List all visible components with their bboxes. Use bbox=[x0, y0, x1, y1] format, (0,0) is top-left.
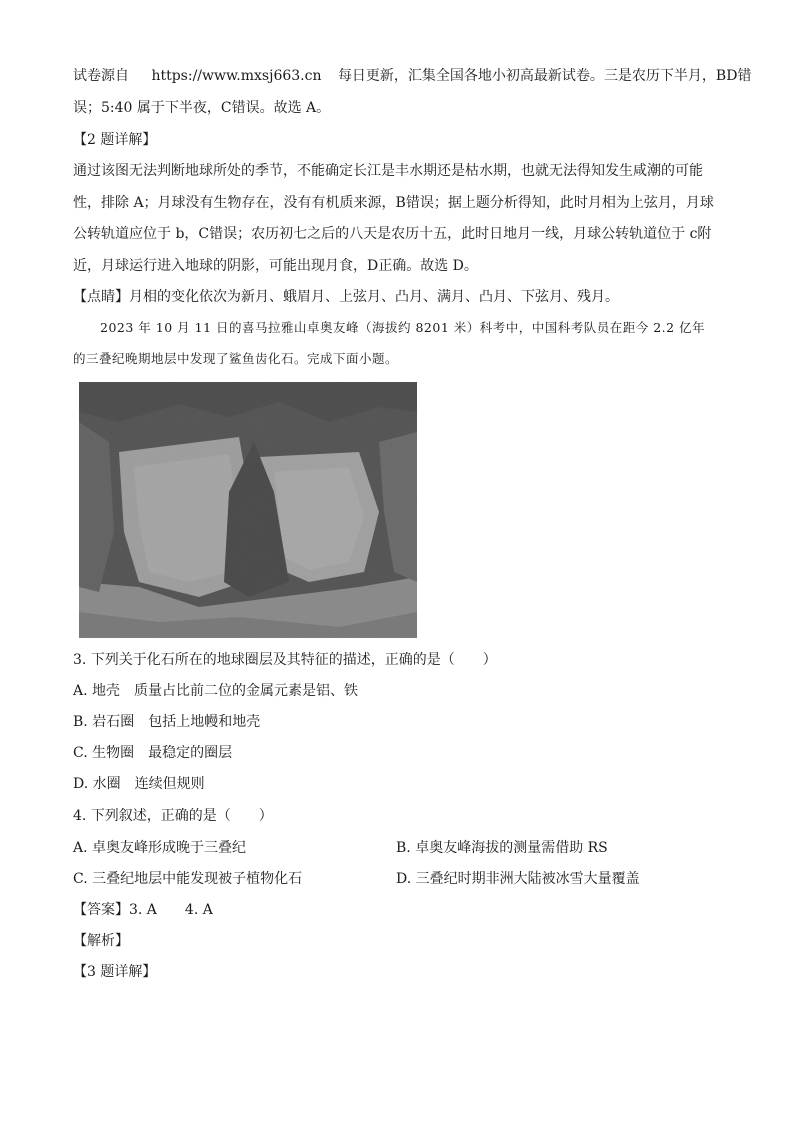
q4-option-c: C. 三叠纪地层中能发现被子植物化石 bbox=[73, 871, 303, 887]
intro-line-2: 误；5:40 属于下半夜，C错误。故选 A。 bbox=[73, 100, 331, 116]
analysis-label: 【解析】 bbox=[73, 933, 129, 949]
q3-option-c: C. 生物圈 最稳定的圈层 bbox=[73, 745, 233, 761]
q3-option-d: D. 水圈 连续但规则 bbox=[73, 776, 205, 792]
q4-stem: 4. 下列叙述，正确的是（ ） bbox=[73, 808, 273, 824]
slogan: 每日更新，汇集全国各地小初高最新试卷。 bbox=[337, 68, 604, 84]
answer-text: 3. A 4. A bbox=[129, 902, 213, 918]
passage-line-2: 的三叠纪晚期地层中发现了鲨鱼齿化石。完成下面小题。 bbox=[73, 351, 399, 366]
source-url[interactable]: https://www.mxsj663.cn bbox=[151, 68, 322, 84]
header-tail: 三是农历下半月，BD错 bbox=[603, 68, 752, 84]
q3-option-b: B. 岩石圈 包括上地幔和地壳 bbox=[73, 714, 261, 730]
answer-line bbox=[73, 900, 213, 920]
q2-detail-line: 近，月球运行进入地球的阴影，可能出现月食，D正确。故选 D。 bbox=[73, 258, 478, 274]
passage-line-1: 2023 年 10 月 11 日的喜马拉雅山卓奥友峰（海拔约 8201 米）科考中，中国科考队员在距今 2.2 亿年 bbox=[100, 320, 706, 335]
q3-detail-heading: 【3 题详解】 bbox=[73, 964, 157, 980]
source-label: 试卷源自 bbox=[73, 68, 129, 84]
q4-option-a: A. 卓奥友峰形成晚于三叠纪 bbox=[73, 840, 247, 856]
q3-option-a: A. 地壳 质量占比前二位的金属元素是铝、铁 bbox=[73, 683, 359, 699]
q4-option-d: D. 三叠纪时期非洲大陆被冰雪大量覆盖 bbox=[396, 871, 640, 887]
tip-text: 月相的变化依次为新月、蛾眉月、上弦月、凸月、满月、凸月、下弦月、残月。 bbox=[129, 289, 619, 305]
q2-detail-heading: 【2 题详解】 bbox=[73, 132, 157, 148]
fossil-photo-image bbox=[79, 382, 417, 638]
answer-label: 【答案】 bbox=[73, 902, 129, 918]
header-line bbox=[73, 66, 751, 86]
fossil-photo bbox=[79, 382, 417, 638]
tip-line bbox=[73, 287, 619, 307]
q4-option-b: B. 卓奥友峰海拔的测量需借助 RS bbox=[396, 840, 608, 856]
tip-label: 【点睛】 bbox=[73, 289, 129, 305]
q2-detail-line: 通过该图无法判断地球所处的季节，不能确定长江是丰水期还是枯水期，也就无法得知发生咸潮的可能 bbox=[73, 163, 703, 179]
q3-stem: 3. 下列关于化石所在的地球圈层及其特征的描述，正确的是（ ） bbox=[73, 652, 497, 668]
q2-detail-line: 性，排除 A；月球没有生物存在，没有有机质来源，B错误；据上题分析得知，此时月相为上弦月，月球 bbox=[73, 195, 714, 211]
q2-detail-line: 公转轨道应位于 b，C错误；农历初七之后的八天是农历十五，此时日地月一线，月球公转轨道位于 c附 bbox=[73, 226, 712, 242]
